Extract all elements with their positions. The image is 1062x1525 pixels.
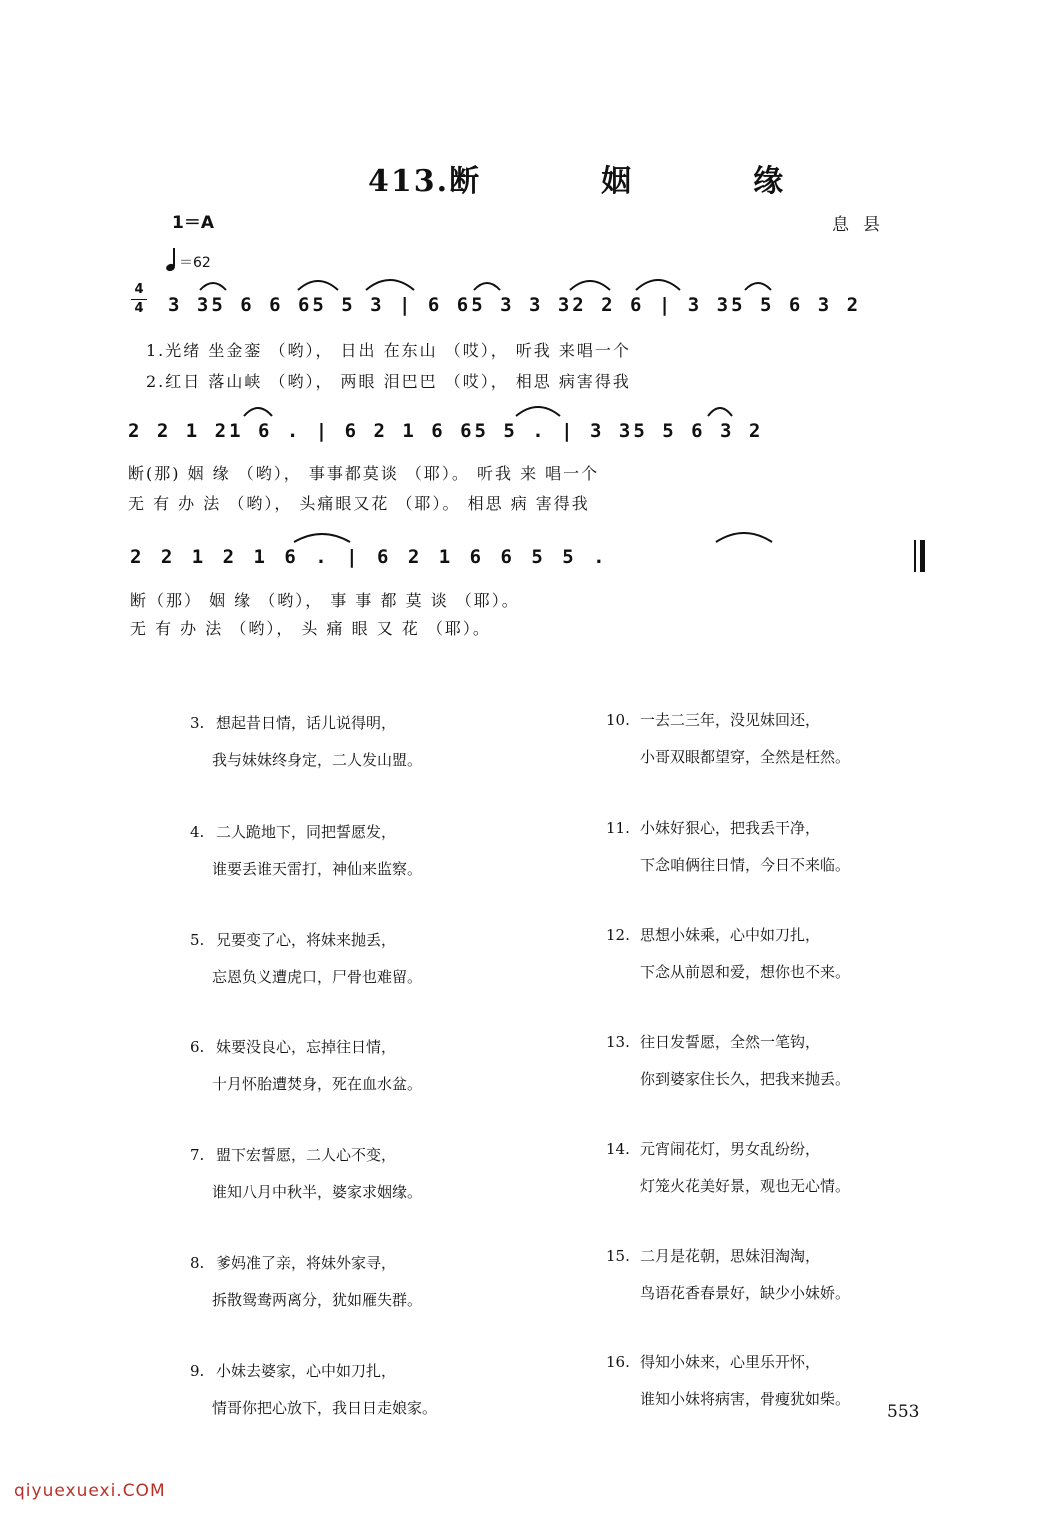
verse-16: 16. 得知小妹来，心里乐开怀， 谁知小妹将病害，骨瘦犹如柴。 [606,1353,851,1408]
verse-6: 6. 妹要没良心，忘掉往日情， 十月怀胎遭焚身，死在血水盆。 [190,1038,423,1093]
notation-line-1: 3 35 6 6 65 5 3 | 6 65 3 3 32 2 6 | 3 35 5 6 3 2 [168,294,862,316]
verse-10: 10. 一去二三年，没见妹回还， 小哥双眼都望穿，全然是枉然。 [606,711,851,766]
verse-15: 15. 二月是花朝，思妹泪淘淘， 鸟语花香春景好，缺少小妹娇。 [606,1247,851,1302]
lyric-line-2-verse-2: 无 有 办 法 （哟）， 头痛眼又花 （耶）。 相思 病 害得我 [128,494,590,513]
verse-7: 7. 盟下宏誓愿，二人心不变， 谁知八月中秋半，婆家求姻缘。 [190,1146,423,1201]
page-number: 553 [887,1402,920,1422]
verses-left-column [190,705,530,1427]
time-signature-bottom: 4 [134,301,144,316]
watermark: qiyuexuexi.COM [14,1481,166,1501]
verse-9: 9. 小妹去婆家，心中如刀扎， 情哥你把心放下，我日日走娘家。 [190,1362,438,1417]
lyric-line-2-verse-1: 断(那) 姻 缘 （哟）， 事事都莫谈 （耶）。 听我 来 唱一个 [128,464,600,483]
verses-right-column [606,702,926,1418]
verse-14: 14. 元宵闹花灯，男女乱纷纷， 灯笼火花美好景，观也无心情。 [606,1140,851,1195]
verse-8: 8. 爹妈准了亲，将妹外家寻， 拆散鸳鸯两离分，犹如雁失群。 [190,1254,423,1309]
slur-marks [0,0,1062,660]
key-signature: 1＝A [172,213,214,233]
lyric-line-1-verse-2: 2.红日 落山峡 （哟）， 两眼 泪巴巴 （哎）， 相思 病害得我 [146,372,631,391]
verse-12: 12. 思想小妹乘，心中如刀扎， 下念从前恩和爱，想你也不来。 [606,926,851,981]
verse-13: 13. 往日发誓愿，全然一笔钩， 你到婆家住长久，把我来抛丢。 [606,1033,851,1088]
region-label: 息县 [832,215,894,235]
notation-line-2: 2 2 1 21 6 . | 6 2 1 6 65 5 . | 3 35 5 6 3 2 [128,420,764,442]
song-number: 413. [368,164,450,199]
verse-5: 5. 兄要变了心，将妹来抛丢， 忘恩负义遭虎口，尸骨也难留。 [190,931,423,986]
song-title-text: 断 姻 缘 [449,164,830,199]
verse-4: 4. 二人跪地下，同把誓愿发， 谁要丢谁天雷打，神仙来监察。 [190,823,423,878]
notation-line-3: 2 2 1 2 1 6 . | 6 2 1 6 6 5 5 . [130,546,609,568]
lyric-line-3-verse-2: 无 有 办 法 （哟）， 头 痛 眼 又 花 （耶）。 [130,619,491,638]
lyric-line-1-verse-1: 1.光绪 坐金銮 （哟）， 日出 在东山 （哎）， 听我 来唱一个 [146,341,631,360]
verse-3: 3. 想起昔日情，话儿说得明， 我与妹妹终身定，二人发山盟。 [190,714,423,769]
lyric-line-3-verse-1: 断（那） 姻 缘 （哟）， 事 事 都 莫 谈 （耶）。 [130,591,520,610]
tempo-value: ＝62 [178,255,211,271]
time-signature-top: 4 [134,282,144,297]
verse-11: 11. 小妹好狠心，把我丢干净， 下念咱俩往日情，今日不来临。 [606,819,851,874]
